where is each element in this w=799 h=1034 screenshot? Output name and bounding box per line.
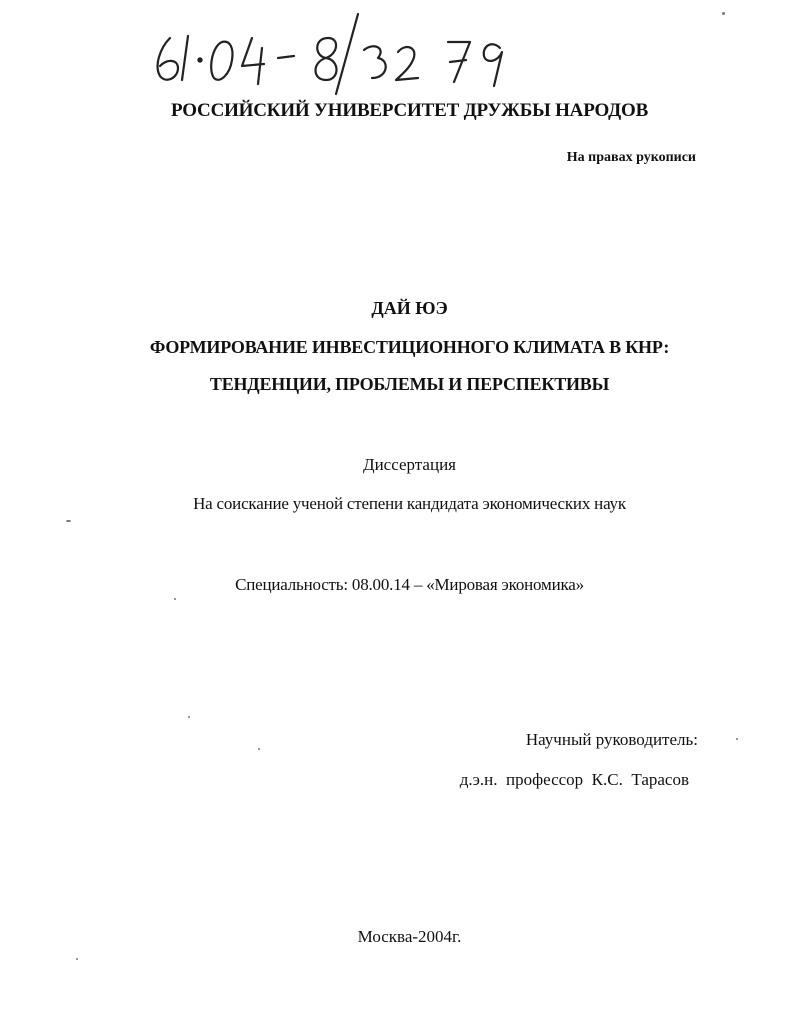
university-name: РОССИЙСКИЙ УНИВЕРСИТЕТ ДРУЖБЫ НАРОДОВ	[170, 100, 649, 121]
author-name: ДАЙ ЮЭ	[371, 298, 448, 318]
scan-speck	[258, 748, 260, 750]
scan-speck	[76, 958, 78, 960]
scan-speck	[188, 716, 190, 718]
scan-speck	[174, 598, 176, 600]
degree-statement: На соискание ученой степени кандидата экономических наук	[193, 494, 626, 513]
thesis-title-line-1: ФОРМИРОВАНИЕ ИНВЕСТИЦИОННОГО КЛИМАТА В КНР:	[149, 337, 670, 357]
document-type: Диссертация	[362, 455, 456, 474]
specialty: Специальность: 08.00.14 – «Мировая экономика»	[235, 575, 584, 594]
supervisor-name: д.э.н. профессор К.С. Тарасов	[459, 770, 689, 789]
scan-speck	[66, 520, 71, 522]
handwritten-archive-code	[148, 8, 528, 98]
manuscript-rights-note: На правах рукописи	[566, 150, 696, 165]
scan-speck	[736, 738, 738, 740]
supervisor-label: Научный руководитель:	[525, 730, 698, 749]
thesis-title-line-2: ТЕНДЕНЦИИ, ПРОБЛЕМЫ И ПЕРСПЕКТИВЫ	[209, 374, 610, 394]
scan-speck	[722, 12, 725, 15]
city-and-year: Москва-2004г.	[357, 927, 462, 946]
